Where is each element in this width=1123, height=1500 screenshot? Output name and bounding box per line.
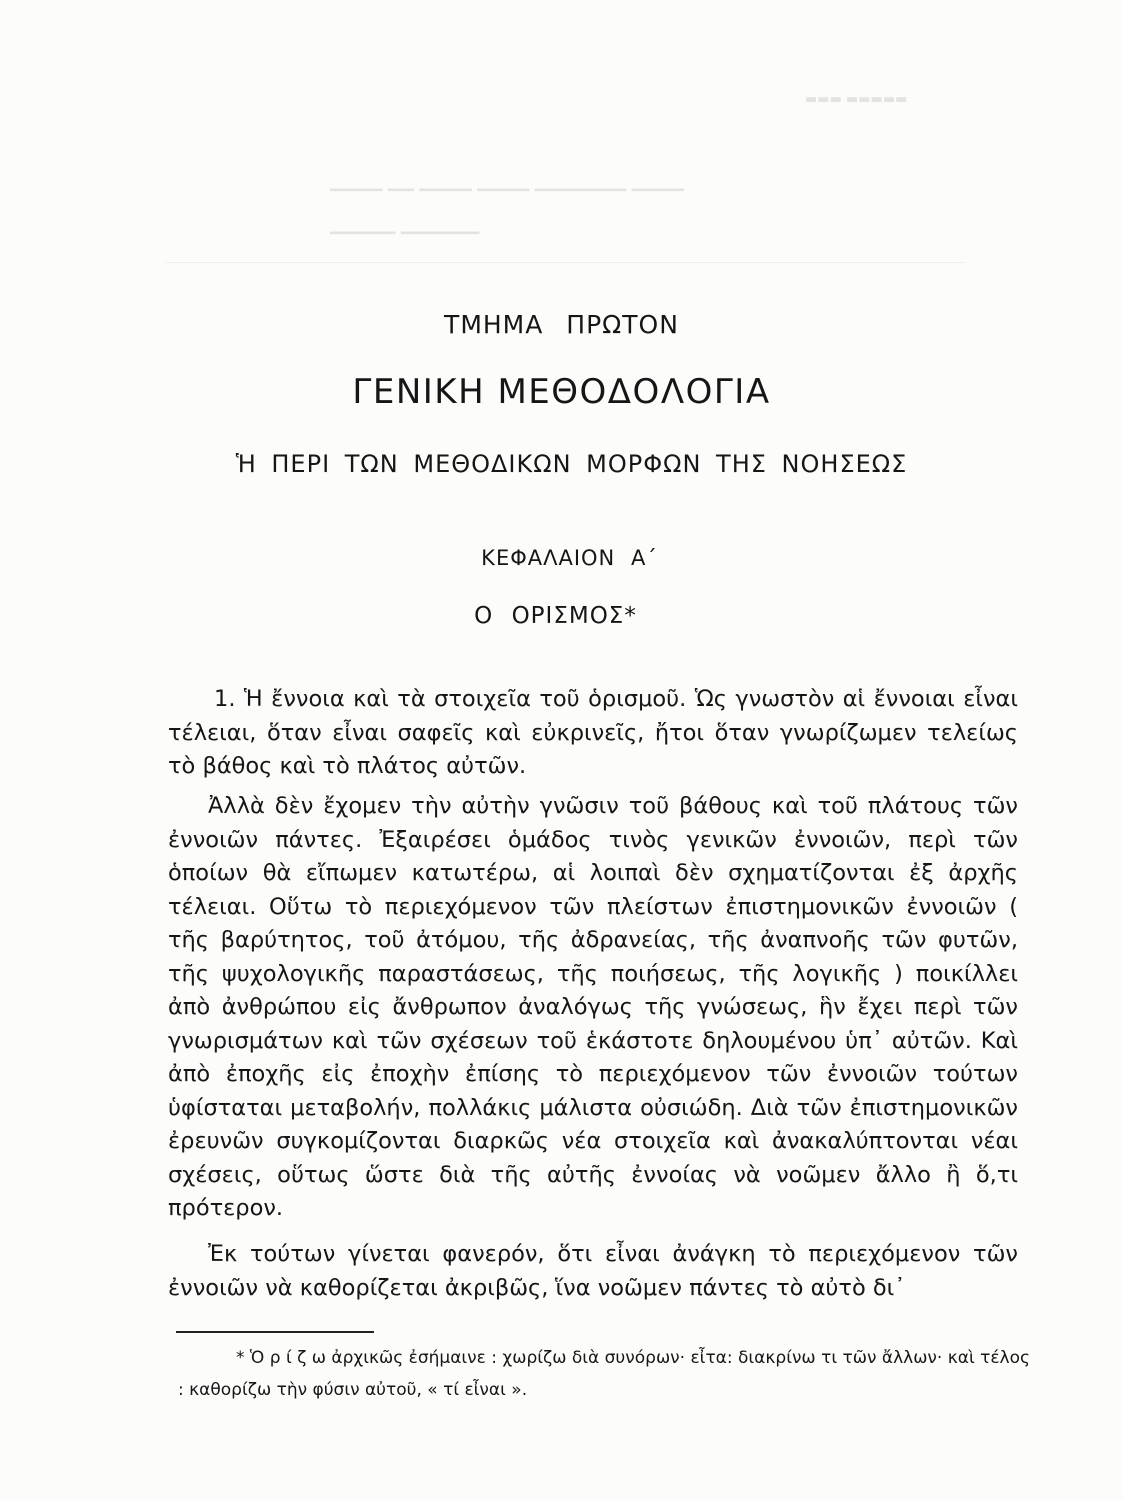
paragraph-2: Ἀλλὰ δὲν ἔχομεν τὴν αὐτὴν γνῶσιν τοῦ βάθους καὶ τοῦ πλάτους τῶν ἐννοιῶν πάντες. Ἐξαιρέσει ὁμάδος τινὸς γενικῶν ἐννοιῶν, περὶ τῶν ὁποίων θὰ εἴπωμεν κατωτέρω, αἱ λοιπαὶ δὲν σχηματίζονται ἐξ ἀρχῆς τέλειαι. Οὕτω τὸ περιεχόμενον τῶν πλείστων ἐπιστημονικῶν ἐννοιῶν ( τῆς βαρύτητος, τοῦ ἀτόμου, τῆς ἀδρανείας, τῆς ἀναπνοῆς τῶν φυτῶν, τῆς ψυχολογικῆς παραστάσεως, τῆς ποιήσεως, τῆς λογικῆς ) ποικίλλει ἀπὸ ἀνθρώπου εἰς ἄνθρωπον ἀναλόγως τῆς γνώσεως, ἣν ἔχει περὶ τῶν γνωρισμάτων καὶ τῶν σχέσεων τοῦ ἑκάστοτε δηλουμένου ὑπ᾽ αὐτῶν. Καὶ ἀπὸ ἐποχῆς εἰς ἐποχὴν ἐπίσης τὸ περιεχόμενον τῶν ἐννοιῶν τούτων ὑφίσταται μεταβολήν, πολλάκις μάλιστα οὐσιώδη. Διὰ τῶν ἐπιστημονικῶν ἐρευνῶν συγκομίζονται διαρκῶς νέα στοιχεῖα καὶ ἀνακαλύπτονται νέαι σχέσεις, οὕτως ὥστε διὰ τῆς αὐτῆς ἐννοίας νὰ νοῶμεν ἄλλο ἢ ὅ,τι πρότερον. (168, 793, 1018, 1221)
section-label: ΤΜΗΜΑ ΠΡΩΤΟΝ (444, 310, 679, 339)
chapter-label: ΚΕΦΑΛΑΙΟΝ Α΄ (481, 546, 658, 570)
paragraph-number: 1. (214, 686, 236, 712)
chapter-title: Ο ΟΡΙΣΜΟΣ* (474, 603, 637, 629)
paragraph-heading: Ἡ ἔννοια καὶ τὰ στοιχεῖα τοῦ ὁρισμοῦ. (243, 686, 687, 712)
paragraph-1 (168, 683, 1018, 784)
bleed-through-rule (165, 262, 965, 263)
main-title: ΓΕΝΙΚΗ ΜΕΘΟΔΟΛΟΓΙΑ (352, 372, 771, 412)
bleed-through-mark: ▬▬▬ ▬▬▬▬▬ (805, 92, 908, 107)
footnote-divider (176, 1331, 374, 1333)
paragraph-3: Ἐκ τούτων γίνεται φανερόν, ὅτι εἶναι ἀνάγκη τὸ περιεχόμενον τῶν ἐννοιῶν νὰ καθορίζεται ἀκριβῶς, ἵνα νοῶμεν πάντες τὸ αὐτὸ δι᾽ (168, 1241, 1018, 1301)
subtitle: Ἡ ΠΕΡΙ ΤΩΝ ΜΕΘΟΔΙΚΩΝ ΜΟΡΦΩΝ ΤΗΣ ΝΟΗΣΕΩΣ (235, 450, 908, 478)
paragraph-text: Ὡς γνωστὸν αἱ ἔννοιαι εἶναι τέλειαι, ὅταν εἶναι σαφεῖς καὶ εὐκρινεῖς, ἤτοι ὅταν γνωρίζωμεν τελείως τὸ βάθος καὶ τὸ πλάτος αὐτῶν. (168, 686, 1018, 779)
bleed-through-line: ▁▁▁▁ ▁▁ ▁▁▁▁ ▁▁▁▁ ▁▁▁▁▁▁▁ ▁▁▁▁ (330, 172, 684, 192)
bleed-through-line: ▁▁▁▁▁ ▁▁▁▁▁▁ (330, 215, 480, 235)
footnote: * Ὁ ρ ί ζ ω ἀρχικῶς ἐσήμαινε : χωρίζω διὰ συνόρων· εἶτα: διακρίνω τι τῶν ἄλλων· καὶ τέλος : καθορίζω τὴν φύσιν αὐτοῦ, « τί εἶναι ». (178, 1348, 1030, 1400)
